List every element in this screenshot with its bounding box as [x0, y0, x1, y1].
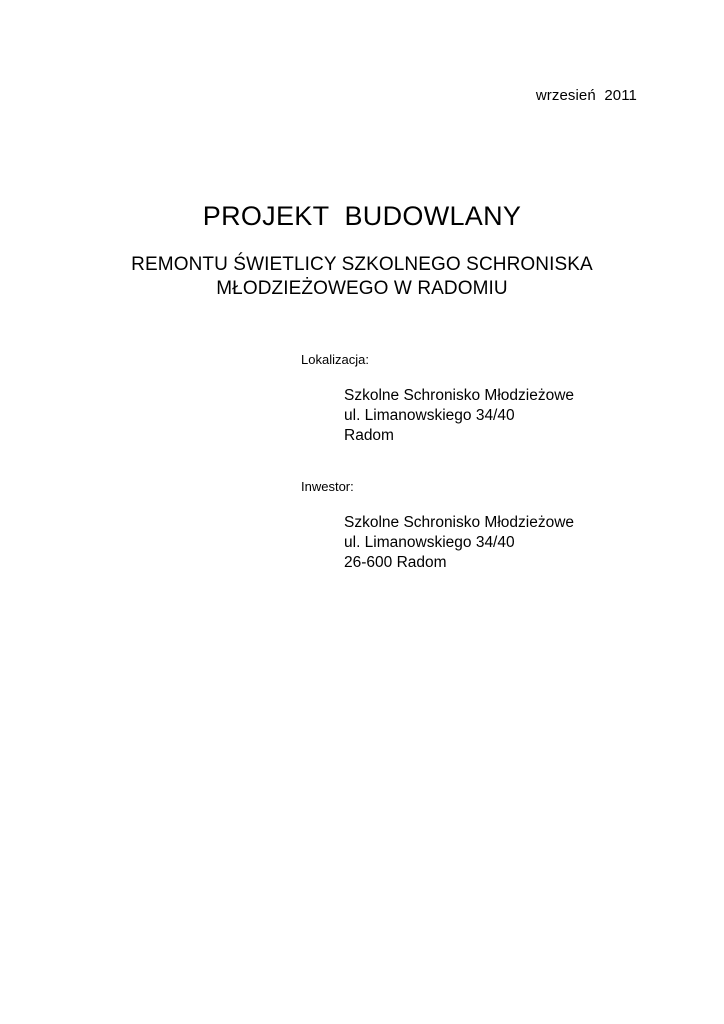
investor-label: Inwestor: [301, 479, 354, 494]
location-address [344, 386, 574, 446]
location-street: ul. Limanowskiego 34/40 [344, 407, 515, 424]
location-label: Lokalizacja: [301, 352, 369, 367]
investor-street: ul. Limanowskiego 34/40 [344, 534, 515, 551]
document-title: PROJEKT BUDOWLANY [202, 201, 522, 231]
location-city: Radom [344, 427, 394, 444]
investor-name: Szkolne Schronisko Młodzieżowe [344, 514, 575, 531]
location-name: Szkolne Schronisko Młodzieżowe [344, 387, 575, 404]
document-subtitle-line-2: MŁODZIEŻOWEGO W RADOMIU [216, 278, 508, 299]
investor-city: 26-600 Radom [344, 554, 447, 571]
document-date: wrzesień 2011 [535, 87, 637, 104]
document-subtitle-line-1: REMONTU ŚWIETLICY SZKOLNEGO SCHRONISKA [131, 254, 593, 275]
investor-address [344, 513, 574, 573]
